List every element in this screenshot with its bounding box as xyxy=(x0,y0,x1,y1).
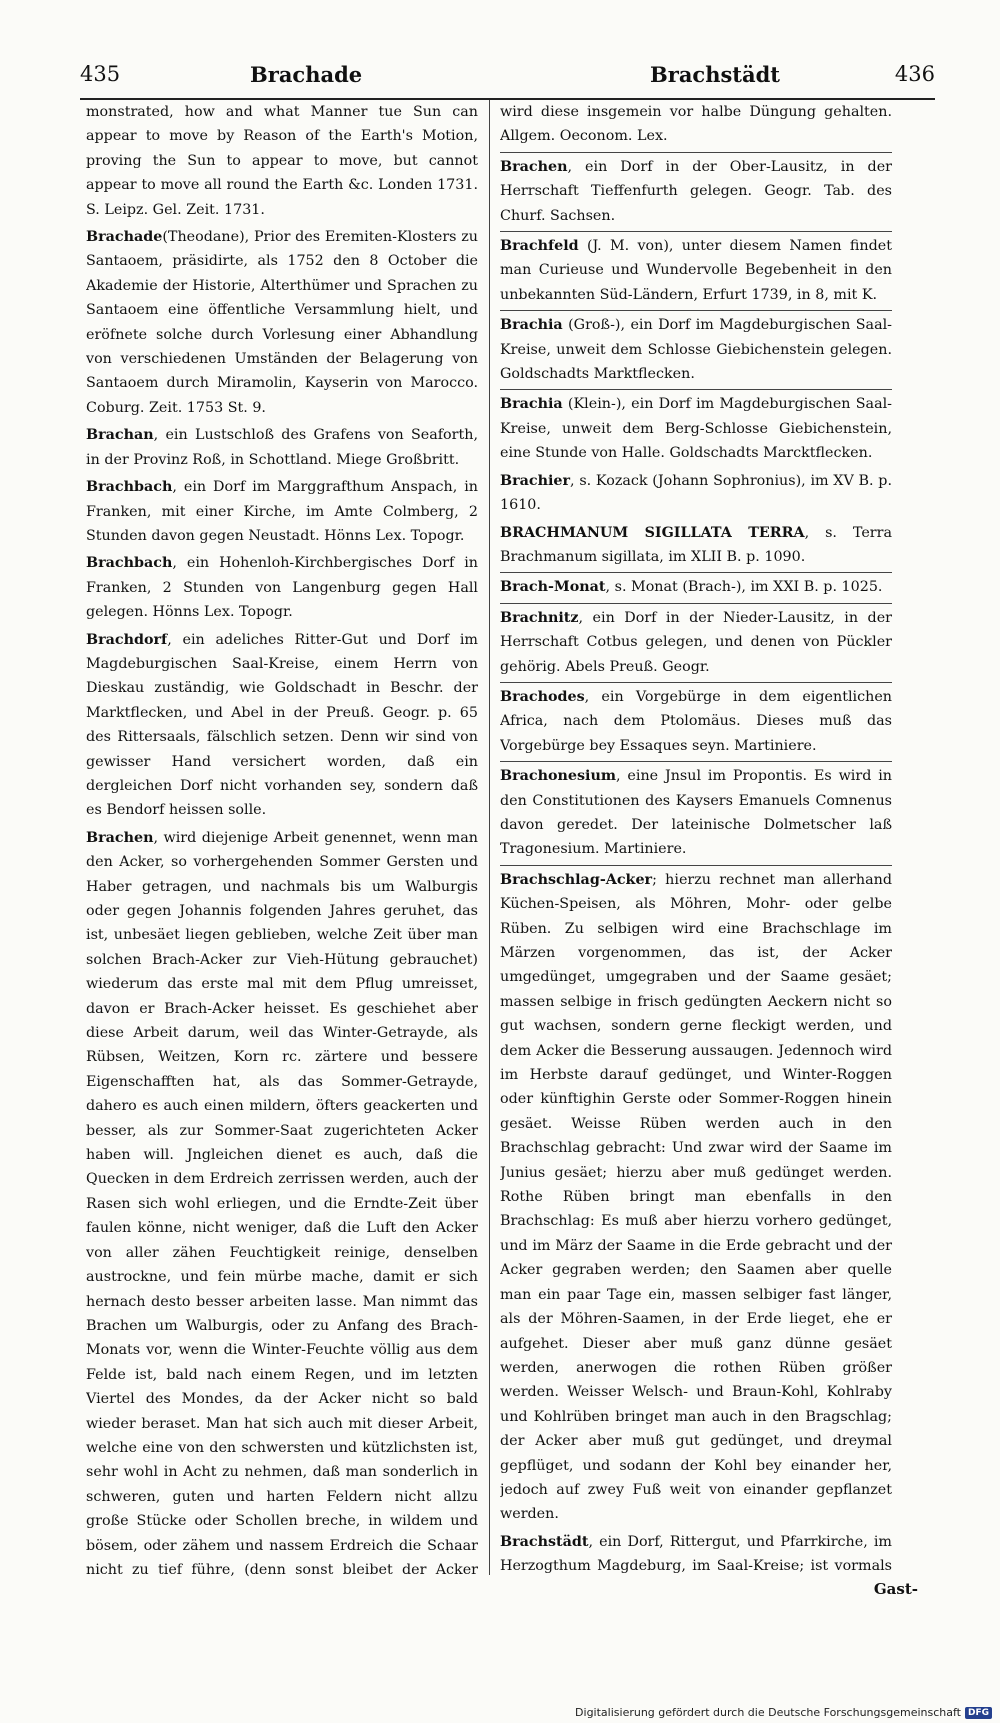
dictionary-entry xyxy=(86,225,478,420)
digitization-credit xyxy=(575,1706,992,1719)
entry-text: , ein Dorf in der Ober-Lausitz, in der Herrschaft Tieffenfurth gelegen. Geogr. Tab. des Churf. Sachsen. xyxy=(500,158,892,224)
entry-headword: Brachen xyxy=(500,158,568,175)
entry-headword: Brachier xyxy=(500,472,571,489)
entry-text: , ein Vorgebürge in dem eigentlichen Africa, nach dem Ptolomäus. Dieses muß das Vorgebürge bey Essaques seyn. Martiniere. xyxy=(500,688,892,754)
dictionary-entry xyxy=(86,423,478,472)
entry-text: monstrated, how and what Manner tue Sun can appear to move by Reason of the Earth's Motion, proving the Sun to appear to move, but cannot appear to move all round the Earth &c. Londen 1731. S. Leipz. Gel. Zeit. 1731. xyxy=(86,104,478,218)
entry-headword: Brachia xyxy=(500,396,563,413)
entry-headword: Brachschlag-Acker xyxy=(500,871,653,888)
dictionary-entry xyxy=(500,603,892,679)
entry-text: (Theodane), Prior des Eremiten-Klosters zu Santaoem, präsidirte, als 1752 den 8 October die Akademie der Historie, Alterthümer und Sprachen zu Santaoem eine öffentliche Versammlung hielt, und eröfnete solche durch Vorlesung einer Abhandlung von verschiedenen Umständen der Belagerung von Santaoem durch Miramolin, Kayserin von Marocco. Coburg. Zeit. 1753 St. 9. xyxy=(86,229,478,416)
dictionary-entry xyxy=(500,469,892,518)
entry-headword: Brachnitz xyxy=(500,609,579,626)
entry-text: , ein Dorf, Rittergut, und Pfarrkirche, im Herzogthum Magdeburg, im Saal-Kreise; ist vormals xyxy=(500,1533,892,1575)
entry-text: (Klein-), ein Dorf im Magdeburgischen Saal-Kreise, unweit dem Berg-Schlosse Giebichenstein, eine Stunde von Halle. Goldschadts Marcktflecken. xyxy=(500,396,892,462)
entry-text: , ein Hohenloh-Kirchbergisches Dorf in Franken, 2 Stunden von Langenburg gegen Hall gelegen. Hönns Lex. Topogr. xyxy=(86,555,478,621)
entry-headword: Brachfeld xyxy=(500,238,579,255)
entry-text: , ein Lustschloß des Grafens von Seaforth, in der Provinz Roß, in Schottland. Miege Großbritt. xyxy=(86,427,478,468)
entry-text: (J. M. von), unter diesem Namen findet man Curieuse und Wundervolle Begebenheit in den unbekannten Süd-Ländern, Erfurt 1739, in 8, mit K. xyxy=(500,238,892,303)
entry-headword: Brachdorf xyxy=(86,631,168,648)
entry-headword: Brachen xyxy=(86,829,154,846)
entry-headword: Brachbach xyxy=(86,479,173,496)
dictionary-entry xyxy=(500,231,892,307)
dictionary-entry xyxy=(86,551,478,624)
entry-headword: Brachan xyxy=(86,427,154,444)
dictionary-entry xyxy=(500,1530,892,1580)
left-column xyxy=(86,100,478,1580)
entry-headword: Brachia xyxy=(500,317,563,334)
running-header xyxy=(80,58,935,98)
dictionary-entry xyxy=(86,628,478,823)
entry-text: , s. Kozack (Johann Sophronius), im XV B. p. 1610. xyxy=(500,472,892,514)
dictionary-entry xyxy=(500,682,892,758)
dictionary-entry xyxy=(500,761,892,862)
entry-text: , ein adeliches Ritter-Gut und Dorf im Magdeburgischen Saal-Kreise, einem Herrn von Dieskau zuständig, wie Goldschadt in Beschr. der Marktflecken, und Abel in der Preuß. Geogr. p. 65 des Rittersaals, fälschlich setzen. Denn wir sind von gewisser Hand versichert worden, daß ein dergleichen Dorf nicht vorhanden sey, sondern daß es Bendorf heissen solle. xyxy=(86,631,478,819)
dictionary-entry xyxy=(500,521,892,570)
entry-headword: Brachonesium xyxy=(500,768,617,785)
entry-headword: BRACHMANUM SIGILLATA TERRA xyxy=(500,524,805,541)
entry-headword: Brachstädt xyxy=(500,1533,589,1550)
dictionary-entry xyxy=(86,475,478,548)
column-divider xyxy=(489,100,490,1575)
dictionary-entry xyxy=(500,865,892,1527)
dictionary-entry xyxy=(500,572,892,599)
entry-text: , s. Terra Brachmanum sigillata, im XLII B. p. 1090. xyxy=(500,524,892,565)
dictionary-entry xyxy=(86,826,478,1580)
running-headword-left: Brachade xyxy=(250,62,363,87)
entry-headword: Brachodes xyxy=(500,688,585,705)
dictionary-entry xyxy=(86,100,478,222)
page-number-right: 436 xyxy=(894,62,935,86)
entry-text: wird diese insgemein vor halbe Düngung gehalten. Allgem. Oeconom. Lex. xyxy=(500,104,892,145)
entry-text: , s. Monat (Brach-), im XXI B. p. 1025. xyxy=(605,579,883,596)
right-column xyxy=(500,100,892,1580)
entry-text: , ein Dorf in der Nieder-Lausitz, in der Herrschaft Cotbus gelegen, und denen von Pückler gehörig. Abels Preuß. Geogr. xyxy=(500,609,892,675)
catchword: Gast- xyxy=(873,1580,918,1598)
credit-text: Digitalisierung gefördert durch die Deutsche Forschungsgemeinschaft xyxy=(575,1706,961,1719)
entry-headword: Brachbach xyxy=(86,555,173,572)
page-number-left: 435 xyxy=(80,62,121,86)
dictionary-entry xyxy=(500,152,892,228)
entry-text: ; hierzu rechnet man allerhand Küchen-Speisen, als Möhren, Mohr- oder gelbe Rüben. Zu selbigen wird eine Brachschlage im Märzen vorgenommen, das ist, der Acker umgedünget, umgegraben und der Saame gesäet; massen selbige in frisch gedüngten Aeckern nicht so gut wachsen, sondern gerne fleckigt werden, und dem Acker die Besserung aussaugen. Jedennoch wird im Herbste darauf gedünget, und Winter-Roggen oder künftighin Gerste oder Sommer-Roggen hinein gesäet. Weisse Rüben werden auch in den Brachschlag gebracht: Und zwar wird der Saame im Junius gesäet; hierzu aber muß gedünget werden. Rothe Rüben bringt man ebenfalls in den Brachschlag: Es muß aber hierzu vorhero gedünget, und im März der Saame in die Erde gebracht und der Acker gegraben werden; den Saamen aber quelle man ein paar Tage ein, massen selbiger fast länger, als der Möhren-Saamen, in der Erde lieget, ehe er aufgehet. Dieser aber muß ganz dünne gesäet werden, anerwogen die rothen Rüben größer werden. Weisser Welsch- und Braun-Kohl, Kohlraby und Kohlrüben bringet man auch in den Bragschlag; der Acker aber muß gut gedünget, und dreymal gepflüget, und sodann der Kohl bey einander her, jedoch auf zwey Fuß weit von einander gepflanzet werden. xyxy=(500,871,892,1523)
entry-text: , wird diejenige Arbeit genennet, wenn man den Acker, so vorhergehenden Sommer Gersten und Haber getragen, und nachmals bis um Walburgis oder gegen Johannis folgenden Jahres geruhet, das ist, unbesäet liegen geblieben, welche Zeit über man solchen Brach-Acker zur Vieh-Hütung gebrauchet) wiederum das erste mal mit dem Pflug umreisset, davon er Brach-Acker heisset. Es geschiehet aber diese Arbeit darum, weil das Winter-Getrayde, als Rübsen, Weitzen, Korn rc. zärtere und bessere Eigenschafften hat, als das Sommer-Getrayde, dahero es auch einen mildern, öfters geackerten und besser, als zur Sommer-Saat zugerichteten Acker haben will. Jngleichen dienet es auch, daß die Quecken in dem Erdreich zerrissen werden, auch der Rasen sich wohl erliegen, und die Erndte-Zeit über faulen könne, nicht weniger, daß die Luft den Acker von aller zähen Feuchtigkeit reinige, denselben austrockne, und fein mürbe mache, damit er sich hernach desto besser arbeiten lasse. Man nimmt das Brachen um Walburgis, oder zu Anfang des Brach-Monats vor, wenn die Winter-Feuchte völlig aus dem Felde ist, bald nach einem Regen, und im letzten Viertel des Mondes, da der Acker nicht so bald wieder beraset. Man hat sich auch mit dieser Arbeit, welche eine von den schwersten und kützlichsten ist, sehr wohl in Acht zu nehmen, daß man sonderlich in schweren, guten und harten Feldern nicht allzu große Stücke oder Schollen breche, in wildem und bösem, oder zähem und nassem Erdreich die Schaar nicht zu tief führe, (denn sonst bleibet der Acker xyxy=(86,829,478,1578)
entry-text: (Groß-), ein Dorf im Magdeburgischen Saal-Kreise, unweit dem Schlosse Giebichenstein gelegen. Goldschadts Marktflecken. xyxy=(500,317,892,383)
dictionary-entry xyxy=(500,100,892,149)
running-headword-right: Brachstädt xyxy=(650,62,780,87)
dictionary-entry xyxy=(500,389,892,465)
entry-text: , ein Dorf im Marggrafthum Anspach, in Franken, mit einer Kirche, im Amte Colmberg, 2 Stunden davon gegen Neustadt. Hönns Lex. Topogr. xyxy=(86,479,478,544)
dictionary-entry xyxy=(500,310,892,386)
entry-text: , eine Jnsul im Propontis. Es wird in den Constitutionen des Kaysers Emanuels Comnenus davon geredet. Der lateinische Dolmetscher laß Tragonesium. Martiniere. xyxy=(500,768,892,858)
entry-headword: Brach-Monat xyxy=(500,579,606,596)
dfg-logo: DFG xyxy=(965,1707,992,1719)
entry-headword: Brachade xyxy=(86,229,163,246)
